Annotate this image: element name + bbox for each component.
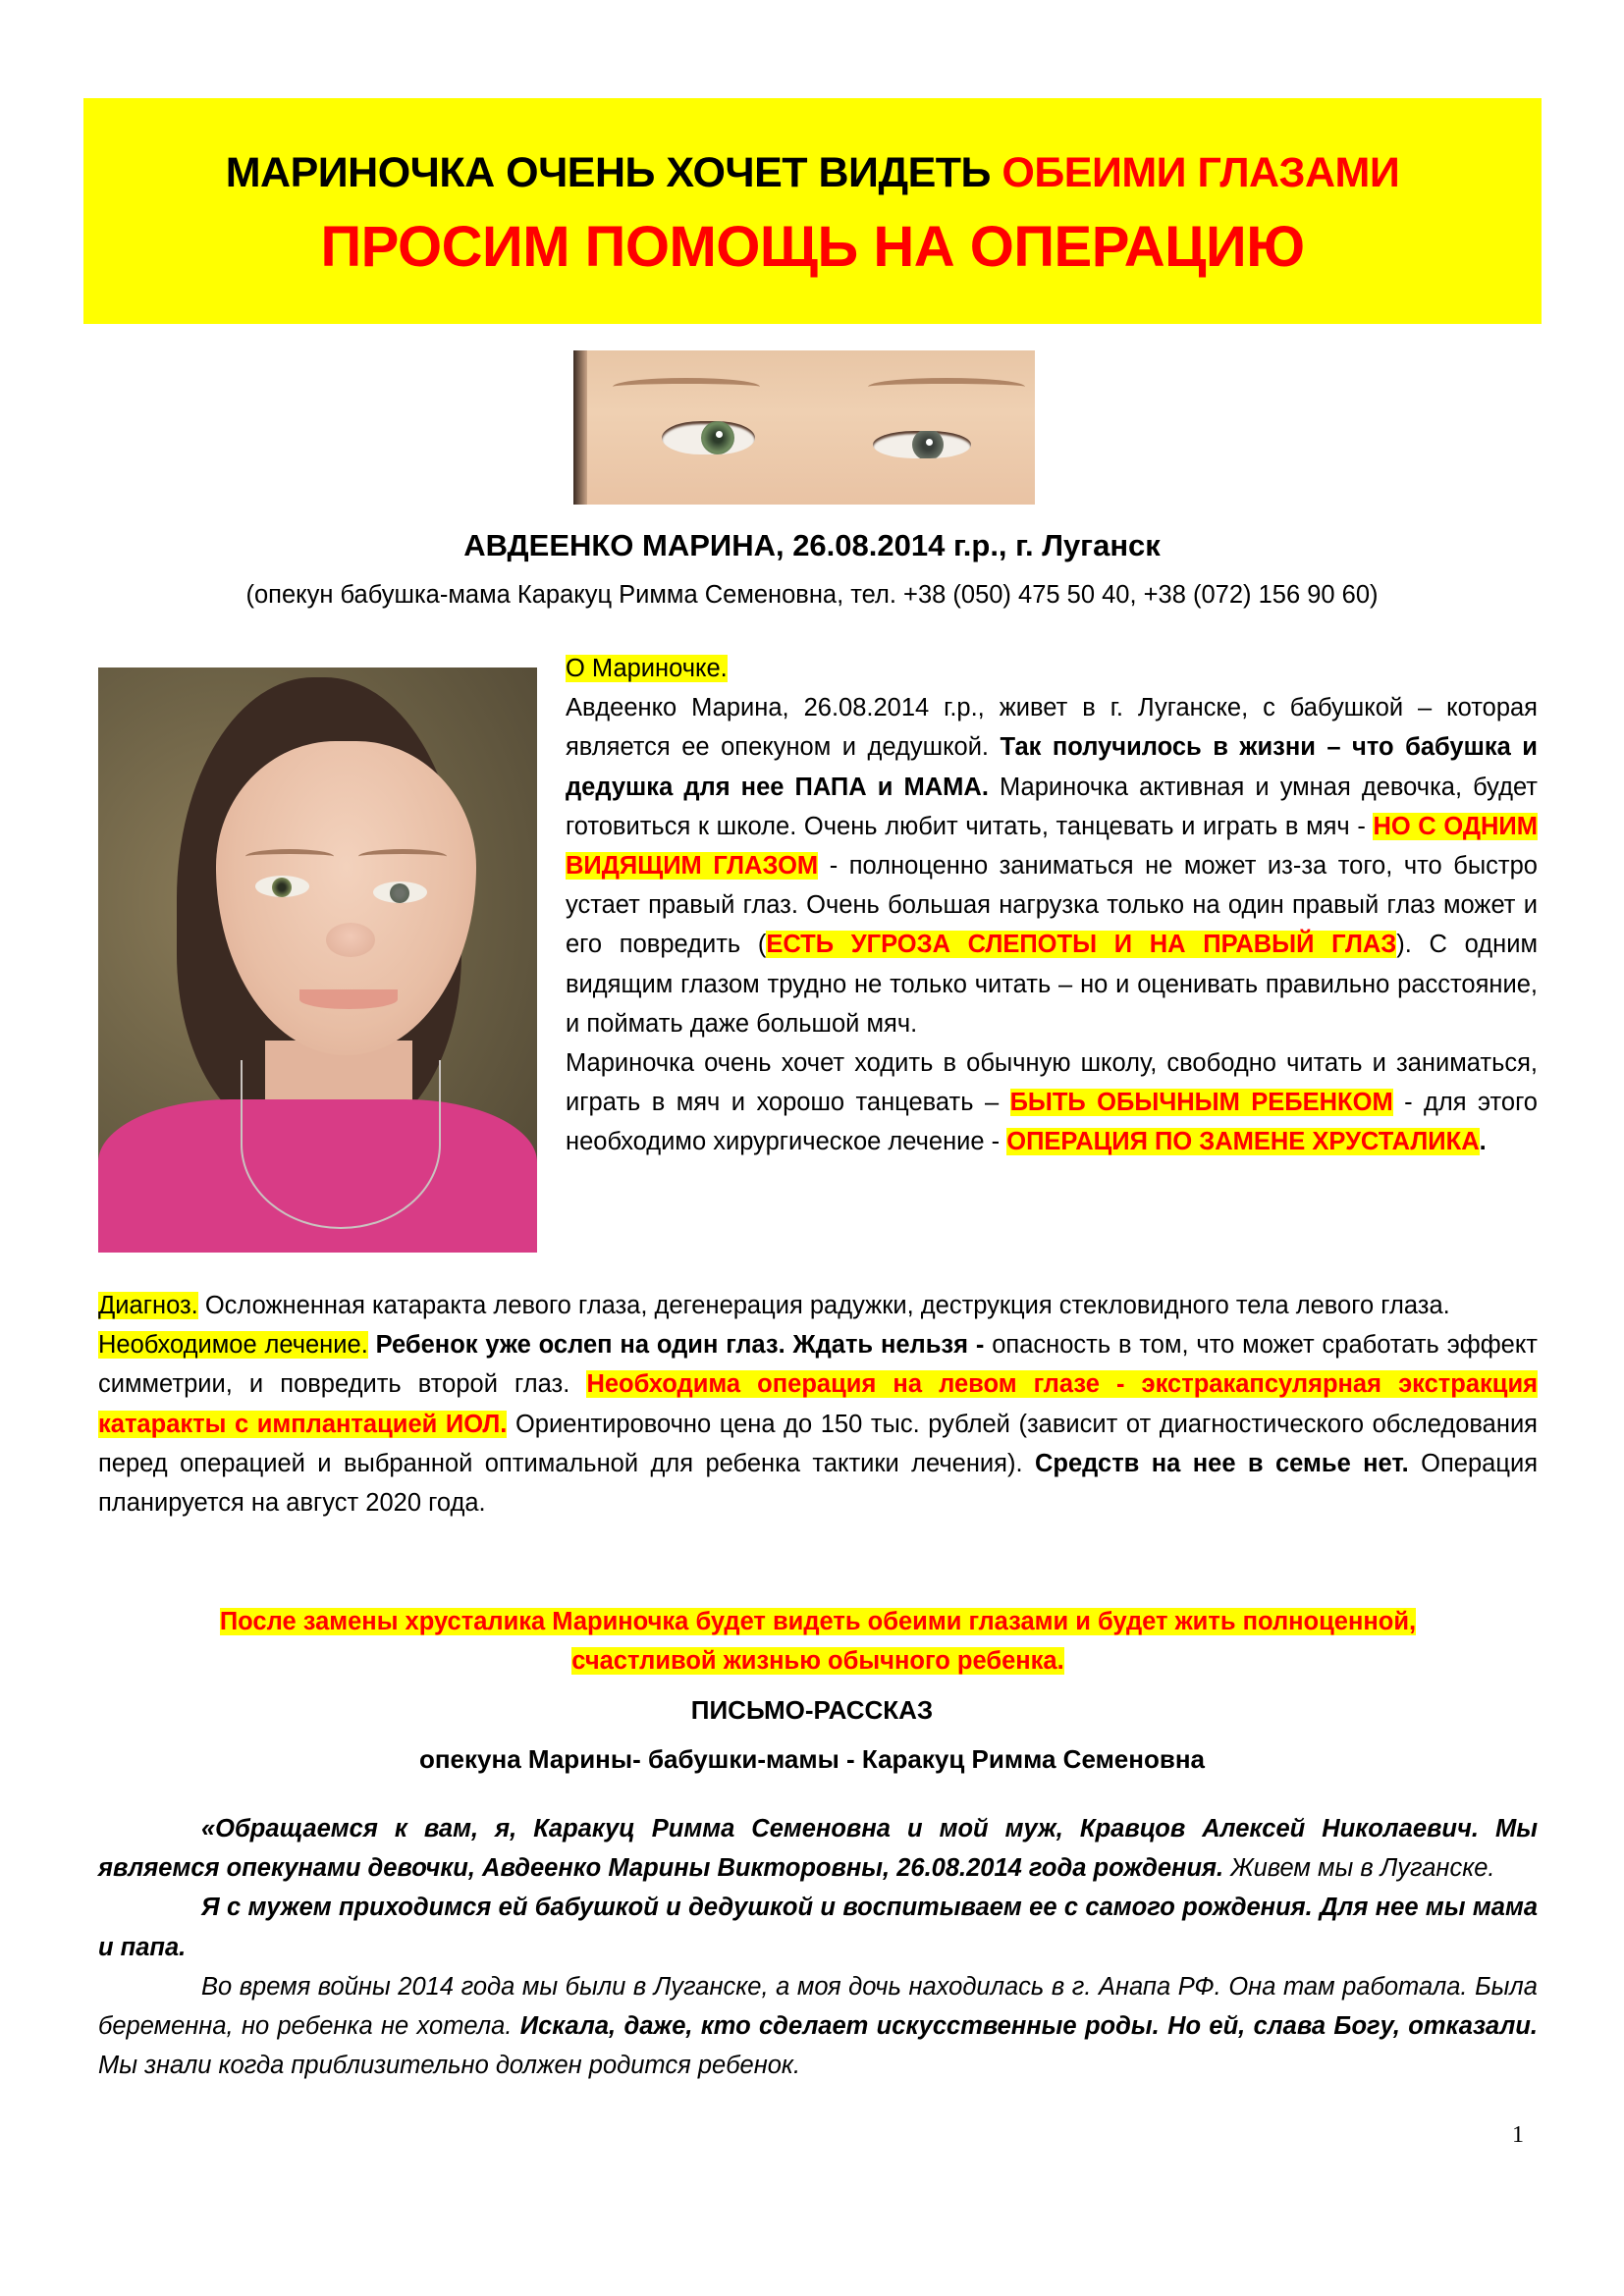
treatment-bold: Средств на нее в семье нет. <box>1034 1449 1409 1477</box>
about-bold: Так получилось в жизни – что бабушка и дедушка для нее ПАПА и МАМА. <box>566 733 1538 801</box>
treatment-bold: Ребенок уже ослеп на один глаз. Ждать нельзя - <box>367 1331 985 1360</box>
highlight-required-operation: Необходима операция на левом глазе - экстракапсулярная экстракция катаракты с имплантацией ИОЛ. <box>98 1370 1539 1438</box>
treatment-text: опасность в том, что может сработать эффект симметрии, и повредить второй глаз. <box>98 1331 1538 1399</box>
about-section <box>566 649 1538 1162</box>
letter-paragraph <box>98 1967 1538 2086</box>
about-text: Мариночка очень хочет ходить в обычную школу, свободно читать и заниматься, играть в мяч и хорошо танцевать – <box>566 1049 1538 1117</box>
highlight-one-eye: НО С ОДНИМ ВИДЯЩИМ ГЛАЗОМ <box>566 812 1538 881</box>
letter-body <box>98 1809 1538 2085</box>
treatment-text: Операция планируется на август 2020 года. <box>98 1449 1539 1518</box>
highlight-blindness-threat: ЕСТЬ УГРОЗА СЛЕПОТЫ И НА ПРАВЫЙ ГЛАЗ <box>766 931 1397 959</box>
letter-text: Во время войны 2014 года мы были в Луганске, а моя дочь находилась в г. Анапа РФ. Она там работала. Была беременна, но ребенка не хотела. <box>98 1972 1538 2041</box>
about-text: . <box>1479 1128 1487 1156</box>
about-text: Мариночка активная и умная девочка, будет готовиться к школе. Очень любит читать, танцевать и играть в мяч - <box>566 773 1538 840</box>
letter-paragraph <box>98 1888 1538 1966</box>
about-text: - полноценно заниматься не может из-за того, что быстро устает правый глаз. Очень большая нагрузка только на один правый глаз может и его повредить ( <box>566 852 1538 959</box>
letter-bold: Искала, даже, кто сделает искусственные роды. Но ей, слава Богу, отказали. <box>519 2012 1538 2041</box>
title-banner <box>83 98 1542 324</box>
banner-headline-black: МАРИНОЧКА ОЧЕНЬ ХОЧЕТ ВИДЕТЬ <box>225 149 1002 196</box>
diagnosis-label: Диагноз. <box>98 1292 198 1319</box>
letter-paragraph <box>98 1809 1538 1888</box>
letter-text: Мы знали когда приблизительно должен родится ребенок. <box>98 2052 801 2080</box>
guardian-contact-line: (опекун бабушка-мама Каракуц Римма Семеновна, тел. +38 (050) 475 50 40, +38 (072) 156 90 60) <box>245 581 1379 609</box>
letter-bold: «Обращаемся к вам, я, Каракуц Римма Семеновна и мой муж, Кравцов Алексей Николаевич. Мы являемся опекунами девочки, Авдеенко Марины Викторовны, 26.08.2014 года рождения. <box>98 1815 1538 1883</box>
banner-headline <box>83 149 1542 197</box>
letter-bold: Я с мужем приходимся ей бабушкой и дедушкой и воспитываем ее с самого рождения. Для нее мы мама и папа. <box>98 1894 1538 1961</box>
highlight-normal-child: БЫТЬ ОБЫЧНЫМ РЕБЕНКОМ <box>1009 1089 1393 1117</box>
about-text: ). С одним видящим глазом трудно не только читать – но и оценивать правильно расстояние, и поймать даже большой мяч. <box>566 931 1538 1038</box>
child-name-heading: АВДЕЕНКО МАРИНА, 26.08.2014 г.р., г. Луганск <box>463 528 1161 562</box>
letter-text: Живем мы в Луганске. <box>1223 1854 1495 1883</box>
page-number: 1 <box>1512 2122 1524 2148</box>
treatment-text: Ориентировочно цена до 150 тыс. рублей (зависит от диагностического обследования перед операцией и выбранной оптимальной для ребенка тактики лечения). <box>98 1410 1538 1477</box>
child-portrait-photo <box>98 667 537 1253</box>
banner-headline-red: ОБЕИМИ ГЛАЗАМИ <box>1001 149 1400 196</box>
letter-title: ПИСЬМО-РАССКАЗ <box>690 1695 934 1725</box>
hope-callout-line1: После замены хрусталика Мариночка будет видеть обеими глазами и будет жить полноценной, <box>219 1608 1417 1635</box>
diagnosis-section <box>98 1286 1538 1522</box>
hope-callout-line2: счастливой жизнью обычного ребенка. <box>571 1647 1064 1675</box>
banner-appeal: ПРОСИМ ПОМОЩЬ НА ОПЕРАЦИЮ <box>320 215 1305 279</box>
about-text: - для этого необходимо хирургическое лечение - <box>566 1089 1538 1156</box>
hope-callout <box>98 1602 1538 1681</box>
diagnosis-text: Осложненная катаракта левого глаза, дегенерация радужки, деструкция стекловидного тела левого глаза. <box>197 1292 1450 1319</box>
about-label: О Мариночке. <box>566 655 728 682</box>
highlight-lens-surgery: ОПЕРАЦИЯ ПО ЗАМЕНЕ ХРУСТАЛИКА <box>1006 1128 1480 1156</box>
treatment-label: Необходимое лечение. <box>98 1331 368 1360</box>
letter-subtitle: опекуна Марины- бабушки-мамы - Каракуц Римма Семеновна <box>418 1744 1206 1774</box>
about-text: Авдеенко Марина, 26.08.2014 г.р., живет в г. Луганске, с бабушкой – которая является ее опекуном и дедушкой. <box>566 694 1538 762</box>
eyes-closeup-photo <box>573 350 1035 505</box>
